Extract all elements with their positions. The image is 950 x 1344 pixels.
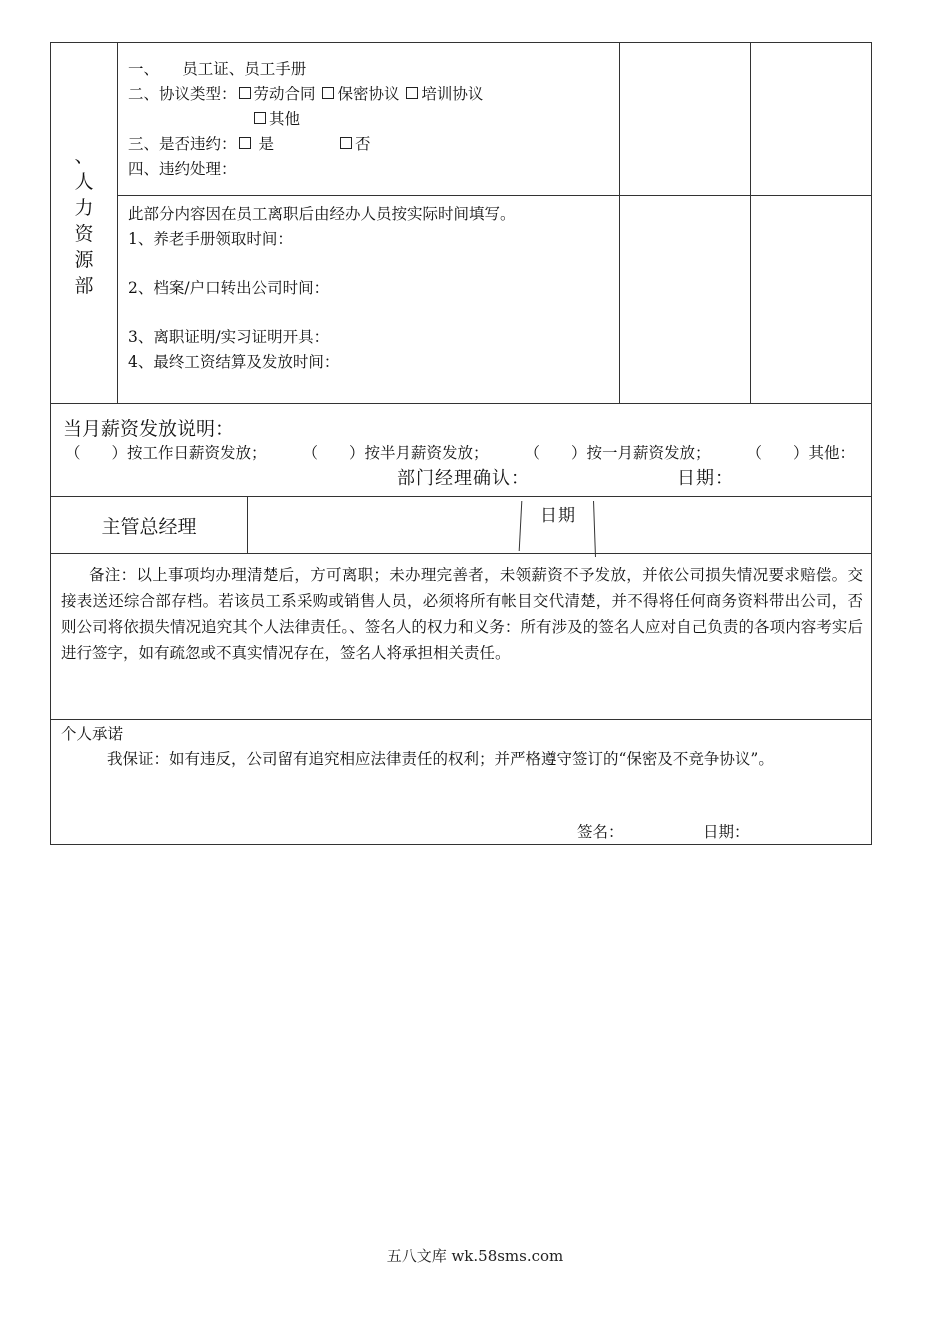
item-agreement-type (128, 82, 609, 107)
signature-cell[interactable] (620, 196, 751, 403)
option-no: 否 (354, 135, 371, 153)
checkbox-confidentiality[interactable] (322, 87, 334, 99)
checkbox-labor-contract[interactable] (239, 87, 251, 99)
salary-row (51, 404, 871, 497)
hr-items-cell (118, 43, 620, 195)
salary-options (65, 441, 855, 463)
hr-department-body (118, 43, 871, 403)
salary-title: 当月薪资发放说明： (63, 418, 235, 440)
post-exit-intro: 此部分内容因在员工离职后由经办人员按实际时间填写。 (128, 205, 516, 223)
salary-option-other[interactable]: （ ）其他： (746, 444, 855, 462)
dept-char: 人 (74, 171, 94, 193)
general-manager-label: 主管总经理 (51, 497, 248, 553)
breach-label: 三、是否违约： (128, 135, 237, 153)
option-confidentiality: 保密协议 (337, 85, 400, 103)
hr-department-label-cell (51, 43, 118, 403)
item-breach (128, 132, 609, 157)
item-badge-handbook: 一、 员工证、员工手册 (128, 60, 307, 78)
manager-date-label: 日期： (677, 468, 734, 489)
dept-char: 部 (74, 275, 94, 297)
hr-items-subrow (118, 43, 871, 196)
handover-form-table (50, 42, 872, 845)
option-yes: 是 (258, 135, 274, 153)
salary-option-half-month[interactable]: （ ）按半月薪资发放； (302, 444, 489, 462)
dept-char: 力 (74, 197, 94, 219)
promise-title: 个人承诺 (61, 725, 124, 743)
salary-option-month[interactable]: （ ）按一月薪资发放； (524, 444, 711, 462)
date-cell[interactable] (751, 196, 871, 403)
agreement-type-label: 二、协议类型： (128, 85, 237, 103)
general-manager-signature-area[interactable] (248, 497, 871, 553)
item-agreement-other (128, 107, 609, 132)
post-exit-cell (118, 196, 620, 403)
option-other: 其他 (269, 110, 301, 128)
item-breach-handling: 四、违约处理： (128, 160, 237, 178)
footer-watermark: 五八文库 wk.58sms.com (386, 1247, 564, 1265)
option-labor-contract: 劳动合同 (253, 85, 316, 103)
checkbox-no[interactable] (340, 137, 352, 149)
option-training: 培训协议 (421, 85, 484, 103)
post-exit-item-archive: 2、档案/户口转出公司时间： (128, 279, 330, 297)
post-exit-item-final-pay: 4、最终工资结算及发放时间： (128, 353, 340, 371)
dept-char: 、 (74, 145, 94, 167)
post-exit-subrow (118, 196, 871, 403)
dept-char: 源 (74, 249, 94, 271)
date-cell[interactable] (751, 43, 871, 195)
post-exit-item-certificate: 3、离职证明/实习证明开具： (128, 328, 330, 346)
divider-line (593, 501, 596, 557)
checkbox-yes[interactable] (239, 137, 251, 149)
general-manager-row (51, 497, 871, 554)
general-manager-date-label: 日期 (540, 506, 576, 526)
checkbox-training[interactable] (406, 87, 418, 99)
promise-date-label: 日期： (703, 823, 750, 841)
divider-line (519, 501, 523, 551)
post-exit-item-pension: 1、养老手册领取时间： (128, 230, 293, 248)
dept-char: 资 (74, 223, 94, 245)
notes-text: 备注：以上事项均办理清楚后，方可离职；未办理完善者，未领薪资不予发放，并依公司损失情况要求赔偿。交接表送还综合部存档。若该员工系采购或销售人员，必须将所有帐目交代清楚，并不得将任何商务资料带出公司，否则公司将依损失情况追究其个人法律责任。、签名人的权力和义务：所有涉及的签名人应对自己负责的各项内容考实后进行签字，如有疏忽或不真实情况存在，签名人将承担相关责任。 (61, 566, 863, 662)
signature-cell[interactable] (620, 43, 751, 195)
hr-department-label (51, 143, 117, 299)
hr-department-row (51, 43, 871, 404)
checkbox-other[interactable] (254, 112, 266, 124)
salary-option-workday[interactable]: （ ）按工作日薪资发放； (65, 444, 267, 462)
manager-confirm-label: 部门经理确认： (397, 468, 530, 489)
personal-promise-row (51, 720, 871, 844)
promise-signature-label: 签名： (577, 823, 624, 841)
promise-text: 我保证：如有违反，公司留有追究相应法律责任的权利；并严格遵守签订的“保密及不竞争协议”。 (107, 750, 774, 768)
notes-row (51, 554, 871, 720)
